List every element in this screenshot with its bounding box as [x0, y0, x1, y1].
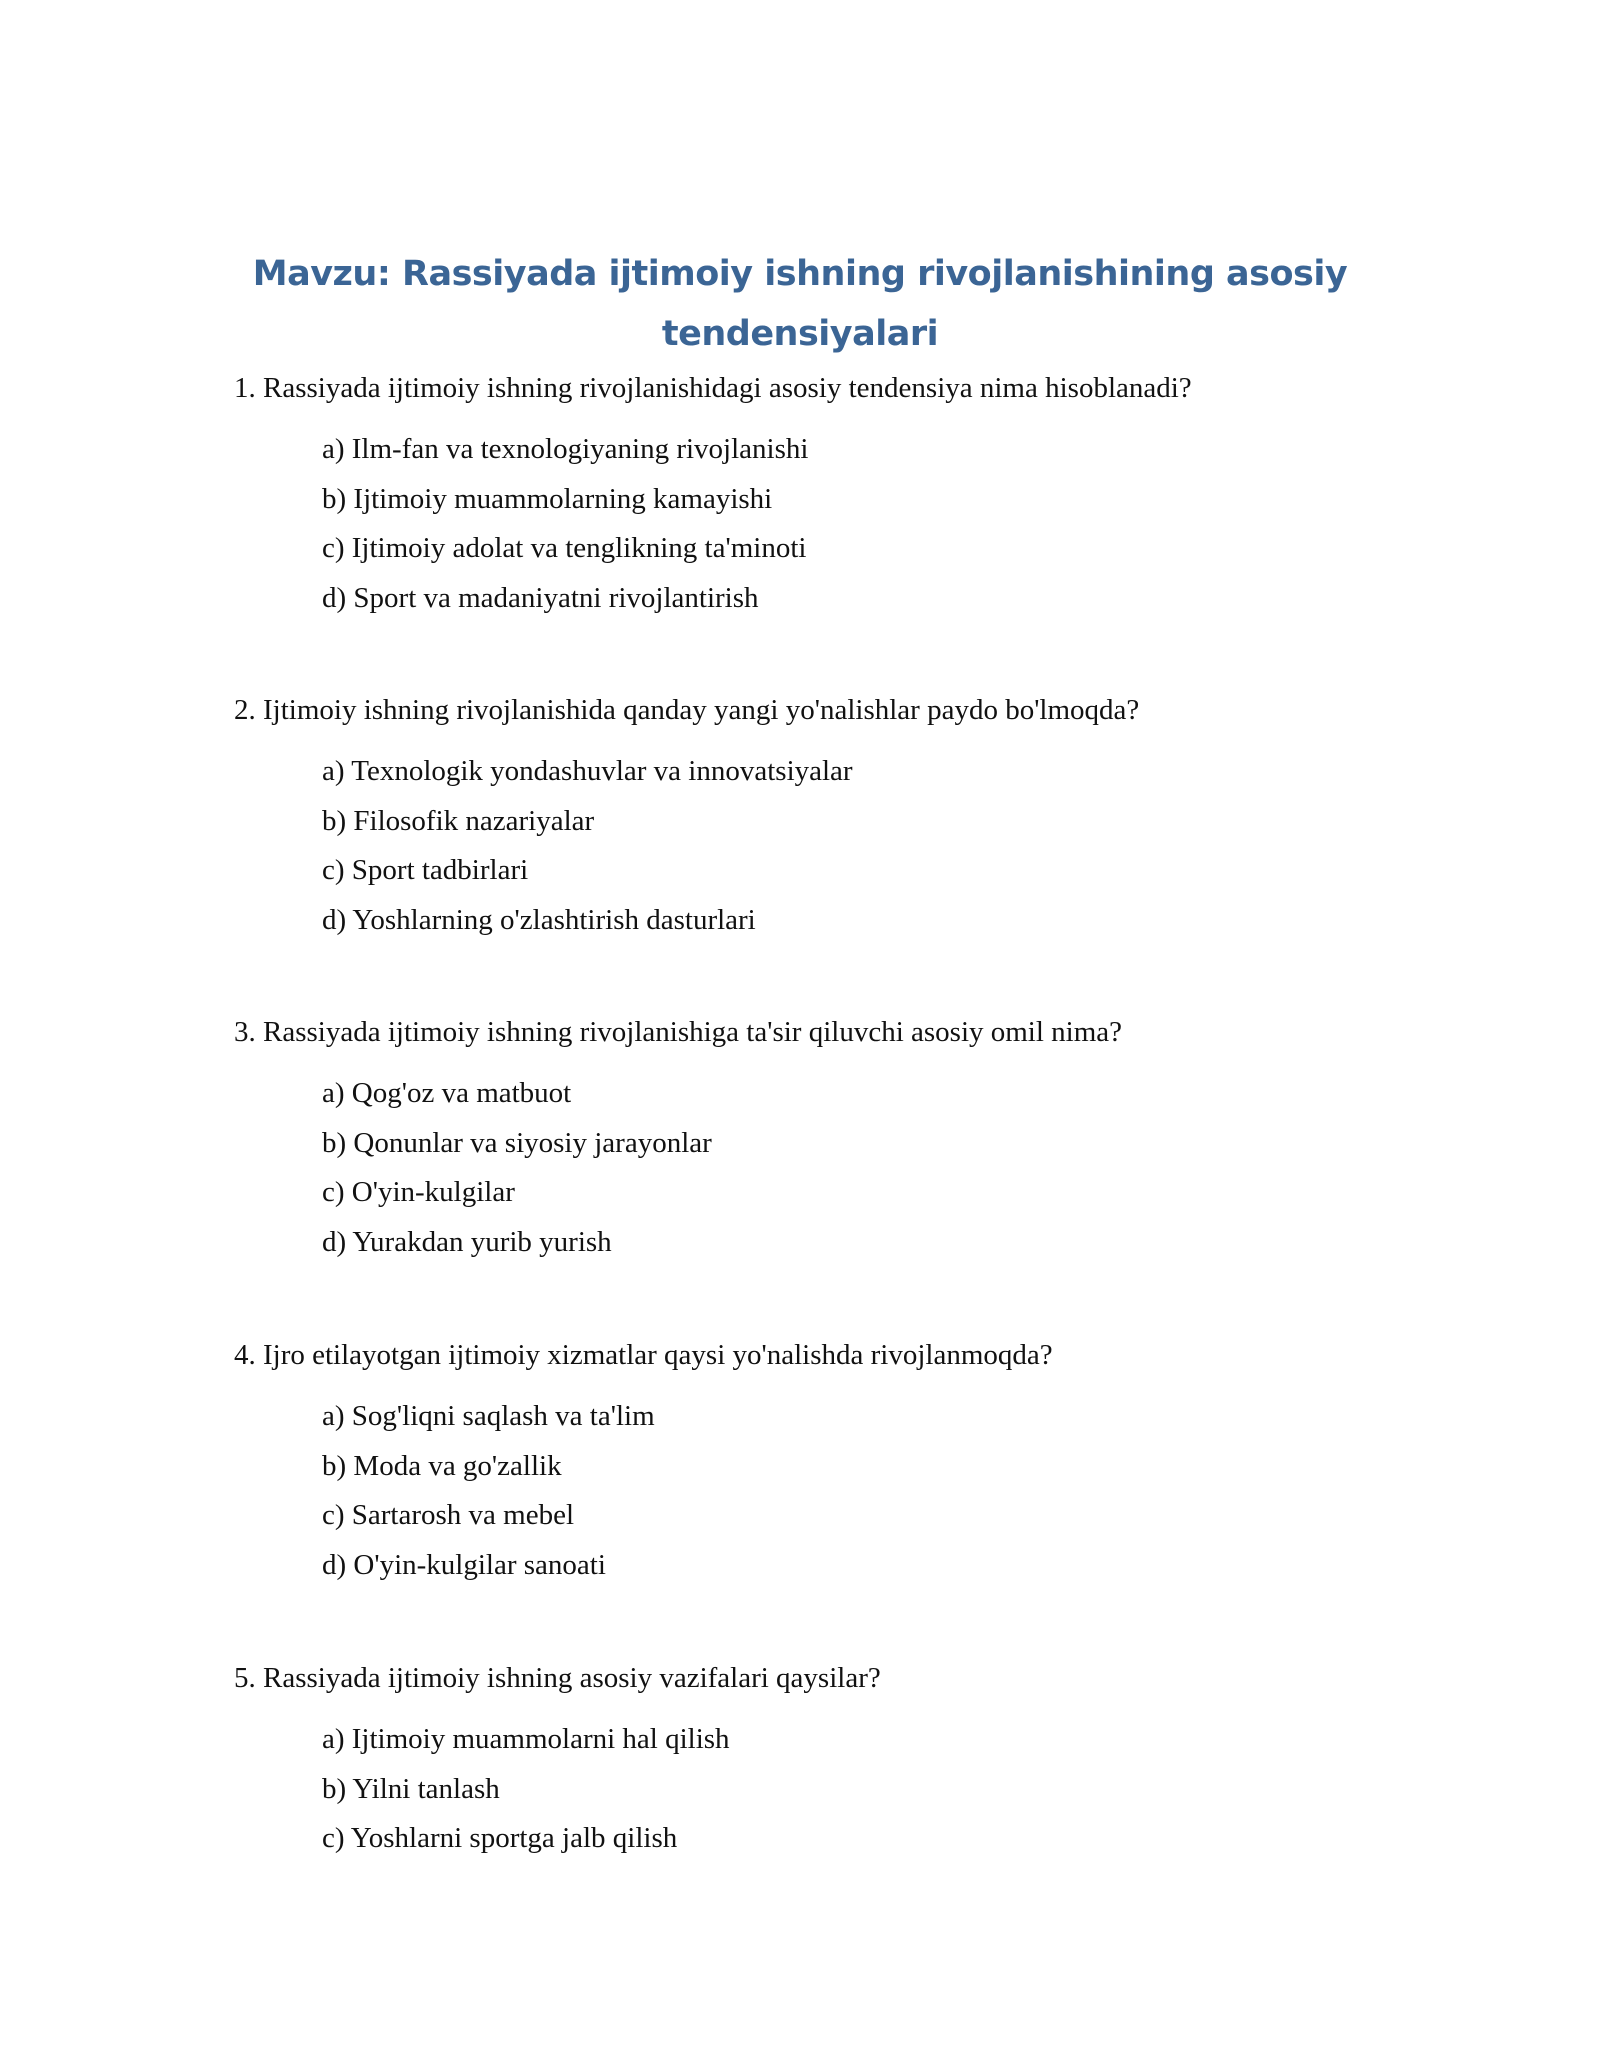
question-2-option-b: b) Filosofik nazariyalar	[322, 804, 595, 837]
question-1	[234, 368, 1434, 623]
question-5-option-a: a) Ijtimoiy muammolarni hal qilish	[322, 1723, 730, 1755]
question-3-options	[234, 1069, 1434, 1267]
question-3	[234, 1012, 1434, 1267]
question-4	[234, 1335, 1434, 1590]
question-1-option-b: b) Ijtimoiy muammolarning kamayishi	[322, 482, 773, 515]
question-5-option-c: c) Yoshlarni sportga jalb qilish	[322, 1822, 678, 1854]
question-4-options	[234, 1392, 1434, 1590]
page-title-line-2: tendensiyalari	[661, 314, 939, 354]
question-1-text: 1. Rassiyada ijtimoiy ishning rivojlanishidagi asosiy tendensiya nima hisoblanadi?	[234, 372, 1192, 404]
question-3-option-b: b) Qonunlar va siyosiy jarayonlar	[322, 1126, 712, 1159]
question-1-options	[234, 425, 1434, 623]
question-2-text: 2. Ijtimoiy ishning rivojlanishida qanday yangi yo'nalishlar paydo bo'lmoqda?	[234, 694, 1140, 726]
question-4-option-d: d) O'yin-kulgilar sanoati	[322, 1548, 606, 1581]
question-4-option-b: b) Moda va go'zallik	[322, 1449, 562, 1482]
question-4-option-a: a) Sog'liqni saqlash va ta'lim	[322, 1400, 655, 1432]
question-1-option-c: c) Ijtimoiy adolat va tenglikning ta'minoti	[322, 532, 807, 564]
question-2	[234, 690, 1434, 945]
question-2-options	[234, 747, 1434, 945]
question-1-option-d: d) Sport va madaniyatni rivojlantirish	[322, 581, 759, 614]
page-title-line-1: Mavzu: Rassiyada ijtimoiy ishning rivojlanishining asosiy	[252, 254, 1348, 294]
question-3-option-a: a) Qog'oz va matbuot	[322, 1077, 572, 1109]
question-2-option-d: d) Yoshlarning o'zlashtirish dasturlari	[322, 903, 756, 936]
page-title	[200, 244, 1400, 364]
question-1-option-a: a) Ilm-fan va texnologiyaning rivojlanishi	[322, 433, 809, 465]
question-2-option-c: c) Sport tadbirlari	[322, 854, 529, 886]
question-4-option-c: c) Sartarosh va mebel	[322, 1499, 575, 1531]
question-3-option-c: c) O'yin-kulgilar	[322, 1176, 515, 1208]
question-3-option-d: d) Yurakdan yurib yurish	[322, 1225, 612, 1258]
question-5-option-b: b) Yilni tanlash	[322, 1772, 500, 1805]
question-3-text: 3. Rassiyada ijtimoiy ishning rivojlanishiga ta'sir qiluvchi asosiy omil nima?	[234, 1016, 1123, 1048]
question-4-text: 4. Ijro etilayotgan ijtimoiy xizmatlar qaysi yo'nalishda rivojlanmoqda?	[234, 1339, 1053, 1371]
question-5	[234, 1658, 1434, 1864]
question-5-options	[234, 1715, 1434, 1864]
question-2-option-a: a) Texnologik yondashuvlar va innovatsiyalar	[322, 755, 853, 787]
question-5-text: 5. Rassiyada ijtimoiy ishning asosiy vazifalari qaysilar?	[234, 1662, 881, 1694]
